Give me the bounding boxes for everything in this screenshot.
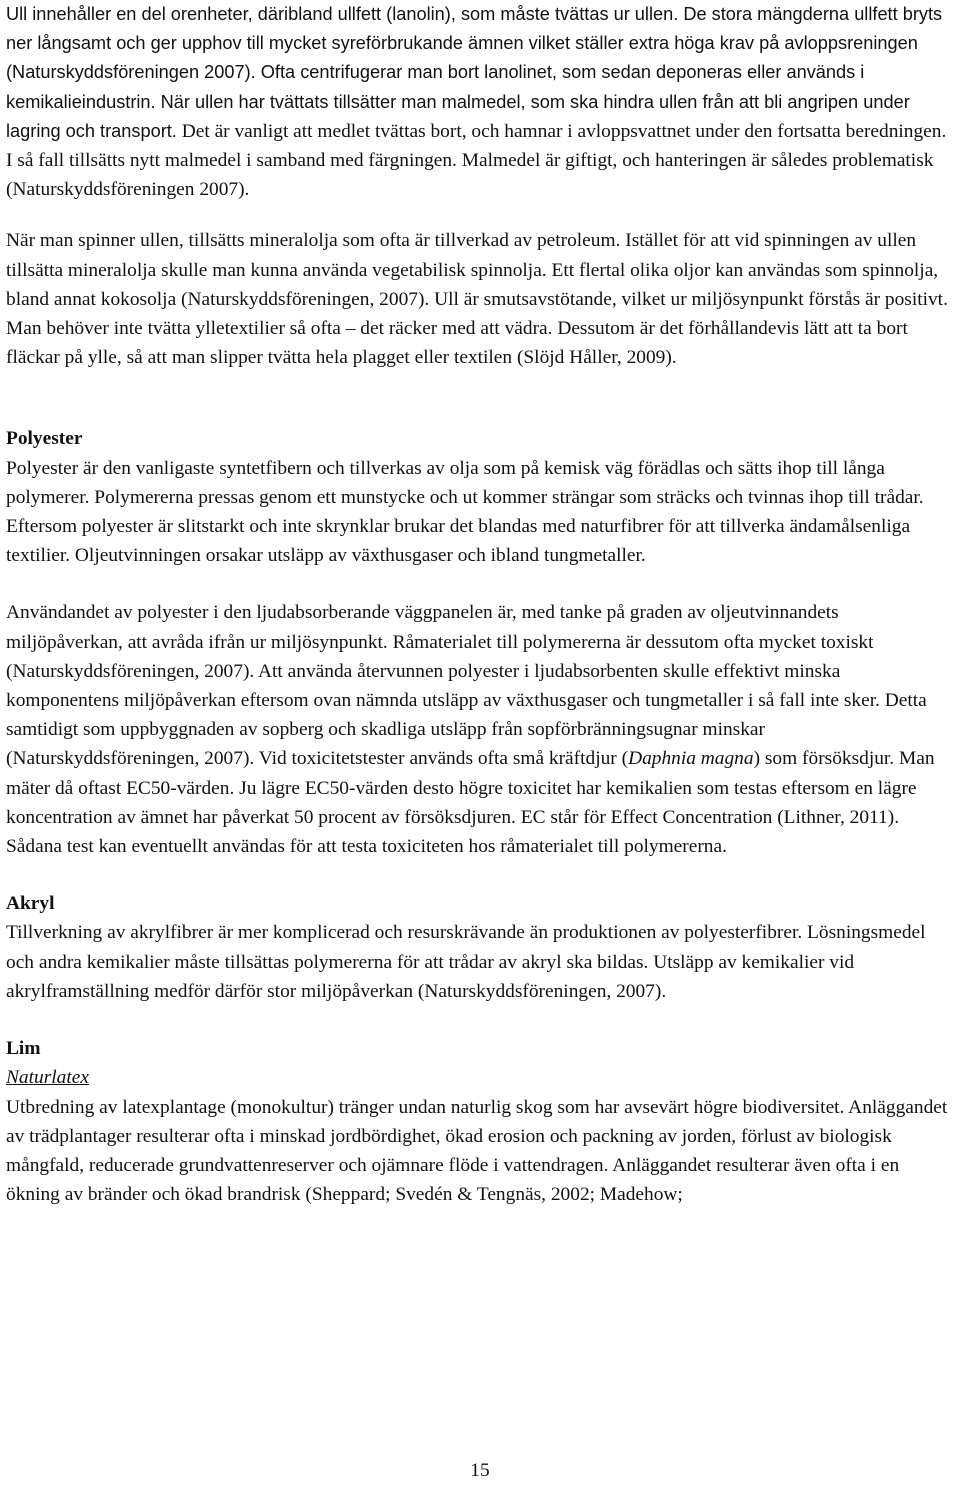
species-name: Daphnia magna [628, 748, 754, 770]
heading-lim: Lim [6, 1038, 41, 1060]
paragraph-polyester-1: Polyester är den vanligaste syntetfibern och tillverkas av olja som på kemisk väg förädlas och sätts ihop till långa polymerer. Polymererna pressas genom ett munstycke och ut kommer strängar som sträcks och tvinnas ihop till trådar. Eftersom polyester är slitstarkt och inte skrynklar brukar det blandas med naturfibrer för att tillverka ändamålsenliga textilier. Oljeutvinningen orsakar utsläpp av växthusgaser och ibland tungmetaller. [6, 457, 924, 567]
subheading-naturlatex: Naturlatex [6, 1067, 89, 1089]
paragraph-akryl-1: Tillverkning av akrylfibrer är mer komplicerad och resurskrävande än produktionen av polyesterfibrer. Lösningsmedel och andra kemikalier måste tillsättas polymererna för att trådar av akryl ska bildas. Utsläpp av kemikalier vid akrylframställning medför därför stor miljöpåverkan (Naturskyddsföreningen, 2007). [6, 922, 926, 1002]
paragraph-lim-1: Utbredning av latexplantage (monokultur) tränger undan naturlig skog som har avsevärt högre biodiversitet. Anläggandet av trädplantager resulterar ofta i minskad jordbördighet, ökad erosion och packning av jorden, förlust av biologisk mångfald, reducerade grundvattenreserver och ojämnare flöde i vattendragen. Anläggandet resulterar även ofta i en ökning av bränder och ökad brandrisk (Sheppard; Svedén & Tengnäs, 2002; Madehow; [6, 1096, 948, 1206]
paragraph-polyester-2b: ) som försöksdjur. Man mäter då oftast EC50-värden. Ju lägre EC50-värden desto högre toxicitet har kemikalien som testas eftersom en lägre koncentration av ämnet har påverkat 50 procent av försöksdjuren. EC står för Effect Concentration (Lithner, 2011). Sådana test kan eventuellt användas för att testa toxiciteten hos råmaterialet till polymererna. [6, 748, 935, 858]
paragraph-polyester-2 [6, 598, 956, 861]
paragraph-ull-1-sans: Ull innehåller en del orenheter, däribland ullfett (lanolin), som måste tvättas ur ullen. De stora mängderna ullfett bryts ner långsamt och ger upphov till mycket syreförbrukande ämnen vilket ställer extra höga krav på avloppsreningen (Naturskyddsföreningen 2007). Ofta centrifugerar man bort lanolinet, som sedan deponeras eller används i kemikalieindustrin. När ullen har tvättats tillsätter man malmedel, som ska hindra ullen från att bli angripen under lagring och transport. [6, 4, 943, 141]
document-page [6, 0, 956, 1209]
paragraph-ull-1-serif: Det är vanligt att medlet tvättas bort, och hamnar i avloppsvattnet under den fortsatta beredningen. I så fall tillsätts nytt malmedel i samband med färgningen. Malmedel är giftigt, och hanteringen är således problematisk (Naturskyddsföreningen 2007). [6, 120, 947, 201]
page-number: 15 [470, 1460, 490, 1481]
paragraph-ull-2: När man spinner ullen, tillsätts mineralolja som ofta är tillverkad av petroleum. Istället för att vid spinningen av ullen tillsätta mineralolja skulle man kunna använda vegetabilisk spinnolja. Ett flertal olika oljor kan användas som spinnolja, bland annat kokosolja (Naturskyddsföreningen, 2007). Ull är smutsavstötande, vilket ur miljösynpunkt förstås är positivt. Man behöver inte tvätta ylletextilier så ofta – det räcker med att vädra. Dessutom är det förhållandevis lätt att ta bort fläckar på ylle, så att man slipper tvätta hela plagget eller textilen (Slöjd Håller, 2009). [6, 230, 948, 369]
heading-polyester: Polyester [6, 428, 83, 450]
heading-akryl: Akryl [6, 893, 55, 915]
paragraph-ull-1 [6, 0, 956, 204]
paragraph-polyester-2a: Användandet av polyester i den ljudabsorberande väggpanelen är, med tanke på graden av oljeutvinnandets miljöpåverkan, att avråda ifrån ur miljösynpunkt. Råmaterialet till polymererna är dessutom ofta mycket toxiskt (Naturskyddsföreningen, 2007). Att använda återvunnen polyester i ljudabsorbenten skulle effektivt minska komponentens miljöpåverkan eftersom ovan nämnda utsläpp av växthusgaser och tungmetaller i så fall inte sker. Detta samtidigt som uppbyggnaden av sopberg och skadliga utsläpp från sopförbränningsugnar minskar (Naturskyddsföreningen, 2007). Vid toxicitetstester används ofta små kräftdjur ( [6, 602, 927, 770]
